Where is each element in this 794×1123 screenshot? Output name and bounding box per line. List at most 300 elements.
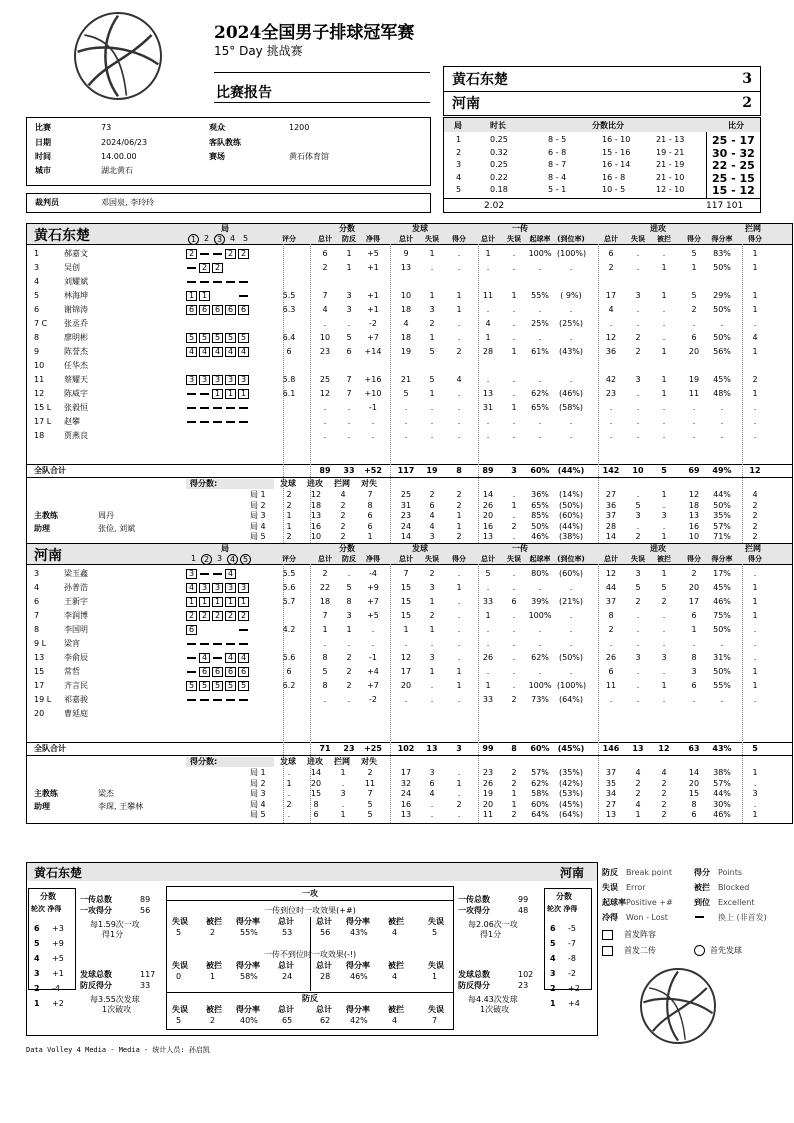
- stat-cell: 1: [752, 667, 758, 676]
- stat-cell: .: [347, 569, 351, 578]
- total-cell: +25: [364, 744, 382, 753]
- sub-head-pts: 得分: [687, 235, 701, 243]
- set-stat-cell: (64%): [558, 810, 584, 819]
- sets-total-points: 117 101: [706, 201, 744, 211]
- stat-cell: 3: [635, 653, 641, 662]
- stat-cell: 1: [429, 333, 435, 342]
- set-stat-cell: .: [430, 810, 434, 819]
- first-attack-value: 24: [282, 972, 293, 981]
- set-stat-cell: 34: [605, 789, 617, 798]
- player-number: 15: [34, 667, 45, 676]
- legend-first-serve: 首先发球: [710, 946, 742, 955]
- set-stat-cell: 2: [456, 532, 462, 541]
- col-sep: [390, 244, 391, 545]
- rotation-header: 轮次 净得: [547, 905, 578, 913]
- stat-cell: 7: [403, 569, 409, 578]
- player-number: 7: [34, 611, 40, 620]
- set-stat-cell: 2: [511, 778, 517, 788]
- set-sub-cell: 16: [310, 521, 322, 531]
- stat-cell: 20: [400, 681, 412, 690]
- side-label: 发球总数: [458, 970, 490, 979]
- stat-cell: .: [569, 305, 573, 314]
- stat-cell: 56%: [713, 347, 731, 356]
- stat-cell: .: [636, 431, 640, 440]
- legend-setter-box: [602, 946, 613, 956]
- set-stat-cell: 3: [429, 532, 435, 541]
- total-cell: 5: [752, 744, 758, 753]
- stat-cell: .: [404, 403, 408, 412]
- stat-cell: +7: [367, 333, 379, 342]
- stat-cell: -1: [369, 653, 377, 662]
- player-number: 9: [34, 347, 40, 356]
- stat-cell: .: [636, 695, 640, 704]
- competition-subtitle: 15° Day 挑战赛: [214, 44, 303, 58]
- start-position: 4: [225, 653, 236, 663]
- stat-cell: 37: [605, 597, 617, 606]
- first-attack-subtitle: 一传不到位时一攻效果(-!): [263, 950, 357, 959]
- stat-cell: 2: [346, 681, 352, 690]
- player-number: 11: [34, 375, 45, 384]
- sets-label: 得分数:: [190, 757, 218, 766]
- set-stat-cell: 4: [661, 768, 667, 777]
- set-sub-cell: 1: [286, 778, 292, 788]
- rotation-net: -7: [568, 939, 576, 948]
- set-number: 2: [201, 554, 212, 565]
- sub-head-tot: 总计: [604, 555, 618, 563]
- empty-slot: [225, 263, 236, 273]
- sub-marker: [212, 249, 223, 259]
- set-stat-cell: 1: [752, 810, 758, 819]
- set-stat-cell: 31: [400, 500, 412, 510]
- match-time: 14.00.00: [101, 152, 137, 161]
- rotation-header: 轮次 净得: [31, 905, 62, 913]
- stat-cell: .: [486, 625, 490, 634]
- sets-rule: [26, 477, 793, 478]
- player-number: 1: [34, 249, 40, 258]
- set-sub-cell: 2: [340, 511, 346, 520]
- stat-cell: .: [457, 653, 461, 662]
- rotation-marks: [186, 375, 249, 385]
- stat-cell: +1: [367, 263, 379, 272]
- start-position: 6: [225, 667, 236, 677]
- set-sub-cell: 12: [310, 490, 322, 499]
- stat-cell: 33: [482, 597, 494, 606]
- sub-marker: [225, 639, 236, 649]
- stat-cell: .: [457, 695, 461, 704]
- stat-cell: 55%: [531, 291, 549, 300]
- stat-cell: 3: [429, 583, 435, 592]
- sets-table: [443, 117, 761, 213]
- player-number: 9 L: [34, 639, 47, 648]
- sub-marker: [238, 695, 249, 705]
- sub-marker: [186, 639, 197, 649]
- stat-cell: .: [538, 583, 542, 592]
- stat-cell: .: [569, 375, 573, 384]
- total-cell: 23: [343, 744, 355, 753]
- stat-cell: .: [457, 625, 461, 634]
- stat-cell: 6: [322, 249, 328, 258]
- sets-cell: 25 - 15: [712, 171, 755, 185]
- stat-cell: .: [430, 431, 434, 440]
- set-stat-cell: 1: [661, 532, 667, 541]
- total-cell: 60%: [530, 466, 550, 475]
- stat-cell: 1: [752, 291, 758, 300]
- empty-slot: [199, 625, 210, 635]
- stat-cell: 11: [482, 291, 494, 300]
- total-cell: (45%): [557, 744, 585, 753]
- set-sub-cell: 1: [340, 768, 346, 777]
- sub-head-err: 失误: [425, 555, 439, 563]
- set-stat-cell: 13: [482, 532, 494, 541]
- set-stat-cell: 2: [635, 532, 641, 541]
- rotation-points-label: 分数: [40, 892, 56, 901]
- player-name: 郝嘉文: [64, 249, 88, 258]
- stat-cell: 1: [429, 597, 435, 606]
- set-stat-cell: 13: [605, 810, 617, 819]
- sub-marker: [238, 277, 249, 287]
- set-sub-cell: 13: [310, 511, 322, 520]
- player-number: 12: [34, 389, 45, 398]
- stat-cell: 45%: [713, 375, 731, 384]
- set-stat-cell: 2: [511, 521, 517, 531]
- rotation-number: 5: [550, 939, 556, 948]
- set-sub-cell: 5: [367, 810, 373, 819]
- player-name: 贾燕良: [64, 431, 88, 440]
- player-name: 李俞辰: [64, 653, 88, 662]
- empty-slot: [212, 319, 223, 329]
- set-stat-cell: 24: [400, 789, 412, 798]
- empty-slot: [238, 431, 249, 441]
- start-position: 1: [238, 389, 249, 399]
- stat-cell: +14: [364, 347, 382, 356]
- sub-marker: [238, 417, 249, 427]
- footer-credit: Data Volley 4 Media - Media - 统计人员: 孙启凯: [26, 1046, 210, 1054]
- legend-starter-box: [602, 930, 613, 940]
- start-position: 3: [212, 583, 223, 593]
- sub-marker: [186, 277, 197, 287]
- set-sub-cell: 11: [364, 778, 376, 788]
- rotation-number: 4: [34, 954, 40, 963]
- player-name: 李国明: [64, 625, 88, 634]
- rotation-net: +9: [52, 939, 64, 948]
- set-number: 1: [190, 554, 197, 563]
- stat-cell: .: [512, 389, 516, 398]
- rotation-marks: [186, 277, 249, 287]
- stat-cell: .: [662, 695, 666, 704]
- stat-cell: 1: [752, 611, 758, 620]
- coach-label: 主教练: [34, 789, 58, 798]
- stat-cell: .: [457, 263, 461, 272]
- stat-cell: (46%): [558, 389, 584, 398]
- stat-cell: .: [371, 625, 375, 634]
- report-title: 比赛报告: [216, 85, 272, 101]
- set-stat-cell: .: [512, 511, 516, 520]
- legend-term: 失误: [602, 883, 618, 892]
- total-cell: 3: [456, 744, 462, 753]
- col-sep: [742, 564, 743, 823]
- stat-cell: 5.6: [282, 653, 296, 662]
- stat-cell: 73%: [531, 695, 549, 704]
- set-stat-cell: 1: [635, 810, 641, 819]
- start-position: 4: [186, 583, 197, 593]
- stat-cell: +16: [364, 375, 382, 384]
- assistant-names: 李琛, 王攀林: [98, 802, 144, 811]
- first-attack-subtitle: 防反: [302, 994, 318, 1003]
- set-sub-cell: 1: [286, 511, 292, 520]
- first-attack-head: 总计: [278, 1005, 294, 1014]
- set-sub-cell: 2: [286, 532, 292, 541]
- sub-marker: [212, 695, 223, 705]
- stat-cell: 23: [319, 347, 331, 356]
- stat-cell: +7: [367, 681, 379, 690]
- total-cell: 12: [749, 466, 761, 475]
- first-attack-head: 总计: [316, 1005, 332, 1014]
- rotation-marks: [186, 319, 249, 329]
- rotation-marks: [186, 263, 249, 273]
- sets-sub-head: 进攻: [307, 757, 323, 766]
- first-attack-value: 4: [392, 928, 398, 937]
- player-number: 4: [34, 277, 40, 286]
- stat-cell: 5: [429, 347, 435, 356]
- stat-cell: 11: [688, 389, 700, 398]
- stat-cell: 62%: [531, 389, 549, 398]
- set-stat-cell: 64%: [531, 810, 549, 819]
- stat-cell: 2: [608, 263, 614, 272]
- stat-cell: .: [512, 625, 516, 634]
- set-stat-cell: .: [753, 778, 757, 788]
- stat-cell: 1: [456, 583, 462, 592]
- set-sub-cell: 1: [340, 810, 346, 819]
- first-attack-head: 得分率: [346, 961, 370, 970]
- stat-cell: 1: [429, 667, 435, 676]
- set-stat-cell: 14: [688, 768, 700, 777]
- set-stat-cell: 6: [429, 500, 435, 510]
- first-attack-head: 得分率: [346, 1005, 370, 1014]
- set-stat-cell: 26: [482, 778, 494, 788]
- total-cell: +52: [364, 466, 382, 475]
- stat-cell: 31: [482, 403, 494, 412]
- empty-slot: [199, 431, 210, 441]
- set-sub-cell: 5: [367, 799, 373, 809]
- first-attack-value: 53: [282, 928, 293, 937]
- start-position: 1: [186, 597, 197, 607]
- total-cell: 117: [397, 466, 415, 475]
- stat-cell: 5: [661, 583, 667, 592]
- start-position: 4: [199, 347, 210, 357]
- sets-head-partials: 分数比分: [592, 121, 624, 130]
- sub-marker: [186, 263, 197, 273]
- date-label: 日期: [35, 138, 51, 147]
- set-stat-cell: .: [457, 810, 461, 819]
- set-sub-cell: 18: [310, 500, 322, 510]
- start-position: 1: [238, 597, 249, 607]
- side-value: 56: [140, 906, 151, 915]
- set-sub-cell: .: [287, 789, 291, 798]
- set-stat-cell: 19: [482, 789, 494, 798]
- legend-sub-marker: [694, 912, 705, 922]
- player-name: 廖明彬: [64, 333, 88, 342]
- set-number: 1: [188, 234, 199, 245]
- sets-total-time: 2.02: [484, 201, 505, 211]
- set-stat-cell: 57%: [713, 778, 731, 788]
- assistant-label: 助理: [34, 802, 50, 811]
- sub-marker: [186, 389, 197, 399]
- stat-cell: 1: [456, 305, 462, 314]
- empty-slot: [212, 625, 223, 635]
- start-position: 5: [186, 681, 197, 691]
- stat-cell: .: [753, 431, 757, 440]
- set-stat-cell: 16: [400, 799, 412, 809]
- first-attack-value: 43%: [350, 928, 368, 937]
- stat-cell: 100%: [528, 249, 552, 258]
- start-position: 2: [212, 611, 223, 621]
- sub-head-tot: 总计: [399, 555, 413, 563]
- match-label: 比赛: [35, 123, 51, 132]
- stat-cell: .: [430, 639, 434, 648]
- set-stat-cell: 46%: [713, 810, 731, 819]
- sets-cell: 30 - 32: [712, 146, 755, 160]
- set-number: 5: [240, 554, 251, 565]
- stat-cell: 1: [346, 625, 352, 634]
- stat-cell: 2: [429, 569, 435, 578]
- stat-cell: .: [323, 639, 327, 648]
- set-stat-cell: 4: [752, 490, 758, 499]
- stat-cell: .: [538, 639, 542, 648]
- first-attack-value: 5: [432, 928, 438, 937]
- set-stat-cell: 60%: [531, 799, 549, 809]
- stat-cell: (21%): [558, 597, 584, 606]
- start-position: 3: [225, 375, 236, 385]
- stat-cell: .: [323, 431, 327, 440]
- stat-cell: 2: [661, 597, 667, 606]
- sets-cell: 0.22: [490, 172, 508, 182]
- sub-head-pos: 起球率: [529, 235, 551, 243]
- total-cell: 99: [482, 744, 494, 753]
- sets-head-set: 局: [454, 121, 462, 130]
- stat-cell: 4: [403, 319, 409, 328]
- stat-cell: 100%: [528, 611, 552, 620]
- sub-head-bp: 防反: [342, 555, 356, 563]
- stat-cell: .: [720, 403, 724, 412]
- stat-cell: 2: [346, 667, 352, 676]
- start-position: 5: [238, 681, 249, 691]
- stat-cell: .: [486, 583, 490, 592]
- stat-cell: (60%): [558, 569, 584, 578]
- stat-cell: -2: [369, 695, 377, 704]
- set-stat-cell: 2: [456, 500, 462, 510]
- start-position: 5: [212, 681, 223, 691]
- total-cell: 89: [482, 466, 494, 475]
- stat-cell: .: [692, 431, 696, 440]
- stat-cell: 1: [661, 263, 667, 272]
- set-sub-cell: 2: [340, 532, 346, 541]
- player-number: 15 L: [34, 403, 52, 412]
- first-attack-value: 56: [320, 928, 331, 937]
- stat-cell: .: [457, 333, 461, 342]
- stat-cell: 1: [661, 389, 667, 398]
- team1-sets: 3: [742, 71, 752, 87]
- total-cell: 19: [426, 466, 438, 475]
- stat-cell: 83%: [713, 249, 731, 258]
- assistant-names: 张俭, 刘斌: [98, 524, 136, 533]
- stat-cell: 1: [752, 305, 758, 314]
- set-stat-cell: 23: [400, 511, 412, 520]
- stat-cell: 17%: [713, 569, 731, 578]
- rotation-marks: [186, 291, 249, 301]
- sub-head-pts: 得分: [452, 555, 466, 563]
- set-stat-cell: 1: [661, 490, 667, 499]
- total-cell: 13: [632, 744, 644, 753]
- sub-head-wl: 净得: [366, 555, 380, 563]
- stat-cell: .: [512, 569, 516, 578]
- stat-cell: .: [662, 667, 666, 676]
- sub-marker: [199, 249, 210, 259]
- total-cell: 13: [426, 744, 438, 753]
- set-stat-cell: 1: [511, 500, 517, 510]
- stat-cell: 6: [511, 597, 517, 606]
- stat-cell: 9: [403, 249, 409, 258]
- set-stat-cell: 4: [429, 521, 435, 531]
- stat-cell: .: [512, 333, 516, 342]
- start-position: 5: [186, 333, 197, 343]
- stat-cell: .: [609, 695, 613, 704]
- rotation-number: 2: [34, 984, 40, 993]
- side-label: 一传总数: [80, 895, 112, 904]
- set-stat-cell: 30%: [713, 799, 731, 809]
- stat-cell: .: [636, 681, 640, 690]
- stat-cell: .: [323, 403, 327, 412]
- sub-head-tot: 总计: [481, 235, 495, 243]
- venue-value: 黄石体育馆: [289, 152, 329, 161]
- side-label: 一攻得分: [458, 906, 490, 915]
- player-number: 4: [34, 583, 40, 592]
- stat-cell: 50%: [713, 667, 731, 676]
- first-attack-value: 42%: [350, 1016, 368, 1025]
- set-stat-cell: (44%): [558, 521, 584, 531]
- player-number: 6: [34, 305, 40, 314]
- total-cell: 63: [688, 744, 700, 753]
- set-stat-cell: 4: [429, 789, 435, 798]
- sub-marker: [199, 389, 210, 399]
- stat-cell: .: [662, 611, 666, 620]
- rotation-net: -8: [568, 954, 576, 963]
- rotation-marks: [186, 583, 249, 593]
- total-cell: 8: [456, 466, 462, 475]
- set-stat-cell: 3: [661, 511, 667, 520]
- stat-cell: 3: [635, 375, 641, 384]
- volleyball-bottom-icon: [640, 968, 716, 1044]
- sets-sub-head: 拦网: [334, 479, 350, 488]
- side-note: 每2.06次一攻: [468, 920, 518, 929]
- player-number: 20: [34, 709, 45, 718]
- stat-cell: 1: [456, 667, 462, 676]
- legend-starter: 首发阵容: [624, 930, 656, 939]
- sub-head-pts: 得分: [748, 555, 762, 563]
- stat-cell: 8: [322, 653, 328, 662]
- stat-cell: 18: [400, 333, 412, 342]
- set-sub-cell: 3: [340, 789, 346, 798]
- player-name: 任华杰: [64, 361, 88, 370]
- sub-marker: [238, 625, 249, 635]
- summary-team1: 黄石东楚: [34, 866, 83, 880]
- set-stat-cell: 85%: [531, 511, 549, 520]
- stat-cell: 2: [752, 375, 758, 384]
- sub-head-tot: 总计: [481, 555, 495, 563]
- stat-cell: 1: [661, 347, 667, 356]
- time-label: 时间: [35, 152, 51, 161]
- first-attack-head: 失误: [428, 1005, 444, 1014]
- set-sub-cell: 14: [310, 768, 322, 777]
